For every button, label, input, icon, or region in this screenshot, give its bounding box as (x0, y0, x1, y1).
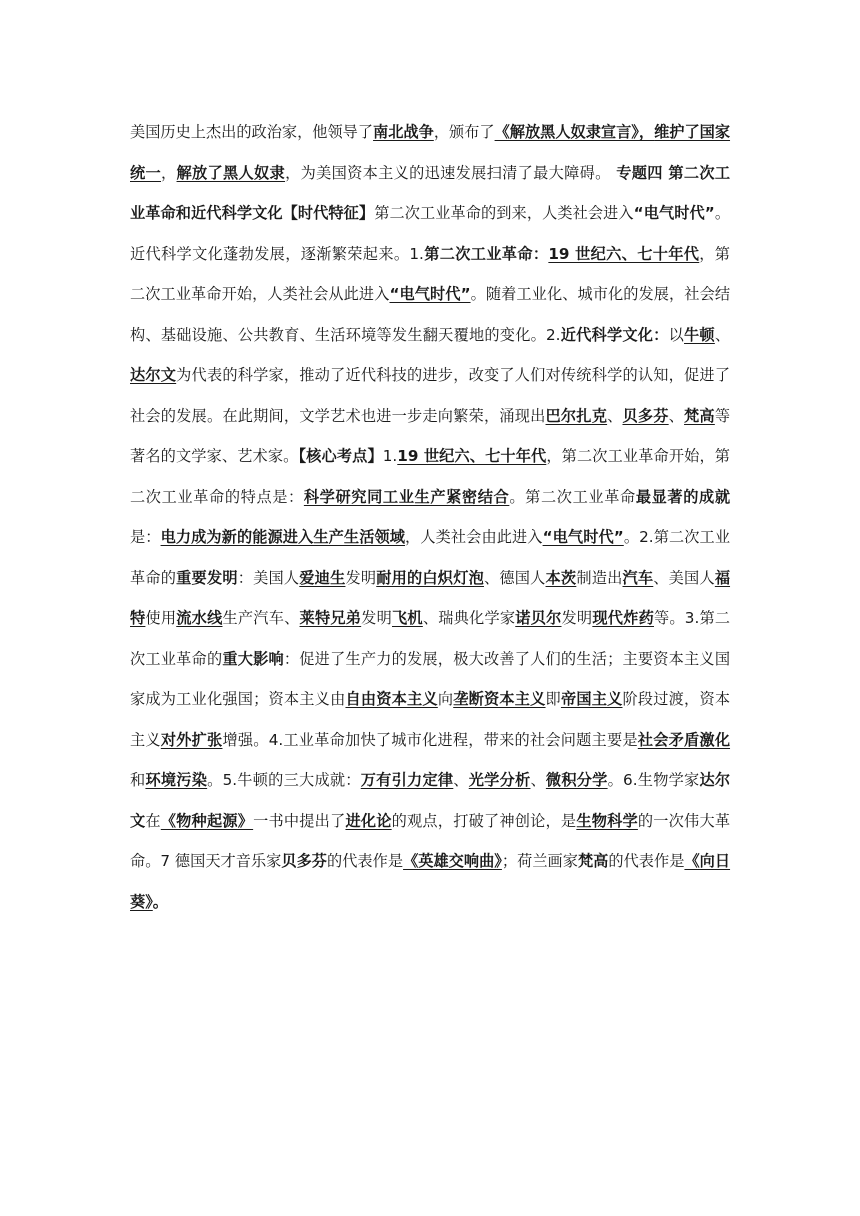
text-run: 向 (437, 690, 454, 708)
text-run: 阶段过渡，资本主义 (130, 690, 731, 749)
bold-run: 贝多芬 (281, 852, 328, 870)
text-run: 发明 (361, 609, 392, 627)
text-run: 生产汽车、 (222, 609, 300, 627)
text-run: ：美国人 (237, 568, 300, 587)
key-term: 《英雄交响曲》 (403, 852, 502, 870)
text-run: ：促进了生产力的发展，极大改善了人们的生活；主要资本主义国家成为工业化强国；资本主义由 (130, 649, 731, 708)
key-term: 现代炸药 (592, 609, 654, 627)
bold-run: 重要发明 (176, 568, 238, 587)
text-run: ， (161, 163, 177, 182)
text-run: 、 (668, 406, 685, 425)
text-run: 的代表作是 (327, 852, 404, 870)
key-term: 爱迪生 (299, 568, 346, 587)
text-run: 和 (130, 771, 146, 789)
text-run: 。第二次工业革命 (509, 487, 636, 506)
text-run: 一书中提出了 (253, 811, 346, 830)
bold-run: 专题四 第二次工业革命和近代科学文化【时代特征】 (130, 163, 731, 222)
key-term: 光学分析 (468, 771, 531, 789)
key-term: 莱特兄弟 (299, 609, 362, 627)
key-term: 帝国主义 (560, 690, 623, 708)
key-term: 进化论 (345, 811, 392, 830)
text-run: 等著名的文学家、艺术家。 (130, 406, 731, 465)
text-run: 、美国人 (653, 568, 715, 587)
text-run: 。近代科学文化蓬勃发展，逐渐繁荣起来。1. (130, 204, 731, 263)
key-term: 生物科学 (576, 811, 638, 830)
text-run: 的观点，打破了神创论，是 (391, 811, 577, 830)
key-term: 流水线 (176, 609, 223, 627)
key-term: 贝多芬 (622, 406, 669, 425)
key-term: 汽车 (622, 568, 654, 587)
key-term: 本茨 (545, 568, 577, 587)
text-run: 。5.牛顿的三大成就： (207, 771, 361, 789)
text-run: 。随着工业化、城市化的发展，社会结构、基础设施、公共教育、生活环境等发生翻天覆地的变化。2. (130, 285, 731, 344)
key-term: 耐用的白炽灯泡 (376, 568, 484, 587)
text-run: 、 (530, 771, 546, 789)
text-run: 美国历史上杰出的政治家，他领导了 (130, 123, 374, 141)
text-run: ，第二次工业革命开始，第二次工业革命的特点是： (130, 447, 730, 506)
text-run: 发明 (561, 609, 593, 627)
key-term: 电力成为新的能源进入生产生活领域 (160, 528, 406, 546)
bold-run: 最显著的成就 (635, 487, 731, 506)
text-run: 在 (145, 811, 161, 830)
key-term: 《向日葵》 (130, 852, 731, 911)
text-run: 以 (668, 325, 685, 344)
key-term: 垄断资本主义 (453, 690, 546, 708)
bold-run: 达尔文 (130, 771, 731, 830)
text-run: ；荷兰画家 (501, 852, 578, 870)
key-term: 19 世纪六、七十年代 (548, 244, 700, 263)
text-run: 、 (607, 406, 623, 425)
key-term: 19 世纪六、七十年代 (397, 447, 547, 465)
key-term: 环境污染 (145, 771, 208, 789)
text-run: 的一次伟大革命。7 德国天才音乐家 (130, 811, 731, 870)
key-term: 科学研究同工业生产紧密结合 (303, 487, 510, 506)
text-run: 为代表的科学家，推动了近代科技的进步，改变了人们对传统科学的认知，促进了社会的发展。在此期间，文学艺术也进一步走向繁荣，涌现出 (130, 366, 731, 425)
key-term: 微积分学 (545, 771, 608, 789)
text-run: 发明 (345, 568, 377, 587)
text-run: 是： (130, 528, 161, 546)
text-run: 等。3.第二次工业革命的 (130, 609, 731, 668)
text-run: 制造出 (576, 568, 623, 587)
text-run: ，第二次工业革命开始，人类社会从此进入 (130, 244, 730, 303)
text-run: 、德国人 (483, 568, 546, 587)
key-term: 《解放黑人奴隶宣言》， (494, 123, 655, 141)
text-run: 使用 (145, 609, 177, 627)
text-run: 增强。4.工业革命加快了城市化进程，带来的社会问题主要是 (222, 730, 638, 749)
bold-run: 。 (152, 892, 168, 911)
text-run: 、瑞典化学家 (422, 609, 516, 627)
bold-run: 重大影响 (222, 649, 284, 668)
text-run: 。2.第二次工业革命的 (130, 528, 731, 587)
body-paragraph (130, 112, 730, 922)
key-term: 梵高 (684, 406, 715, 425)
text-run: 、 (453, 771, 469, 789)
key-term: 牛顿 (684, 325, 715, 344)
key-term: 社会矛盾激化 (637, 730, 731, 749)
key-term: 解放了黑人奴隶 (176, 163, 286, 182)
bold-run: 梵高 (577, 852, 609, 870)
key-term: 维护了国家统一 (130, 123, 731, 182)
key-term: 自由资本主义 (345, 690, 438, 708)
text-run: 即 (545, 690, 561, 708)
text-run: 第二次工业革命的到来，人类社会进入 (374, 204, 634, 222)
key-term: 万有引力定律 (360, 771, 454, 789)
key-term: 诺贝尔 (515, 609, 562, 627)
text-run: ，为美国资本主义的迅速发展扫清了最大障碍。 (285, 163, 611, 182)
bold-run: 第二次工业革命： (423, 244, 549, 263)
text-run: 、 (714, 325, 731, 344)
key-term: 达尔文 (130, 366, 177, 384)
key-term: “电气时代” (389, 285, 471, 303)
document-page (130, 112, 730, 922)
text-run: ，颁布了 (433, 123, 495, 141)
key-term: 巴尔扎克 (545, 406, 608, 425)
bold-run: 近代科学文化： (560, 325, 669, 344)
key-term: 南北战争 (373, 123, 434, 141)
bold-run: “电气时代” (633, 204, 715, 222)
bold-run: 【核心考点】 (298, 447, 383, 465)
text-run: 的代表作是 (608, 852, 685, 870)
key-term: 飞机 (392, 609, 423, 627)
text-run: ，人类社会由此进入 (405, 528, 543, 546)
key-term: 对外扩张 (160, 730, 223, 749)
key-term: 福特 (130, 568, 731, 627)
key-term: 《物种起源》 (160, 811, 254, 830)
text-run: 。6.生物学家 (607, 771, 700, 789)
text-run: 1. (382, 447, 398, 465)
key-term: “电气时代” (542, 528, 624, 546)
